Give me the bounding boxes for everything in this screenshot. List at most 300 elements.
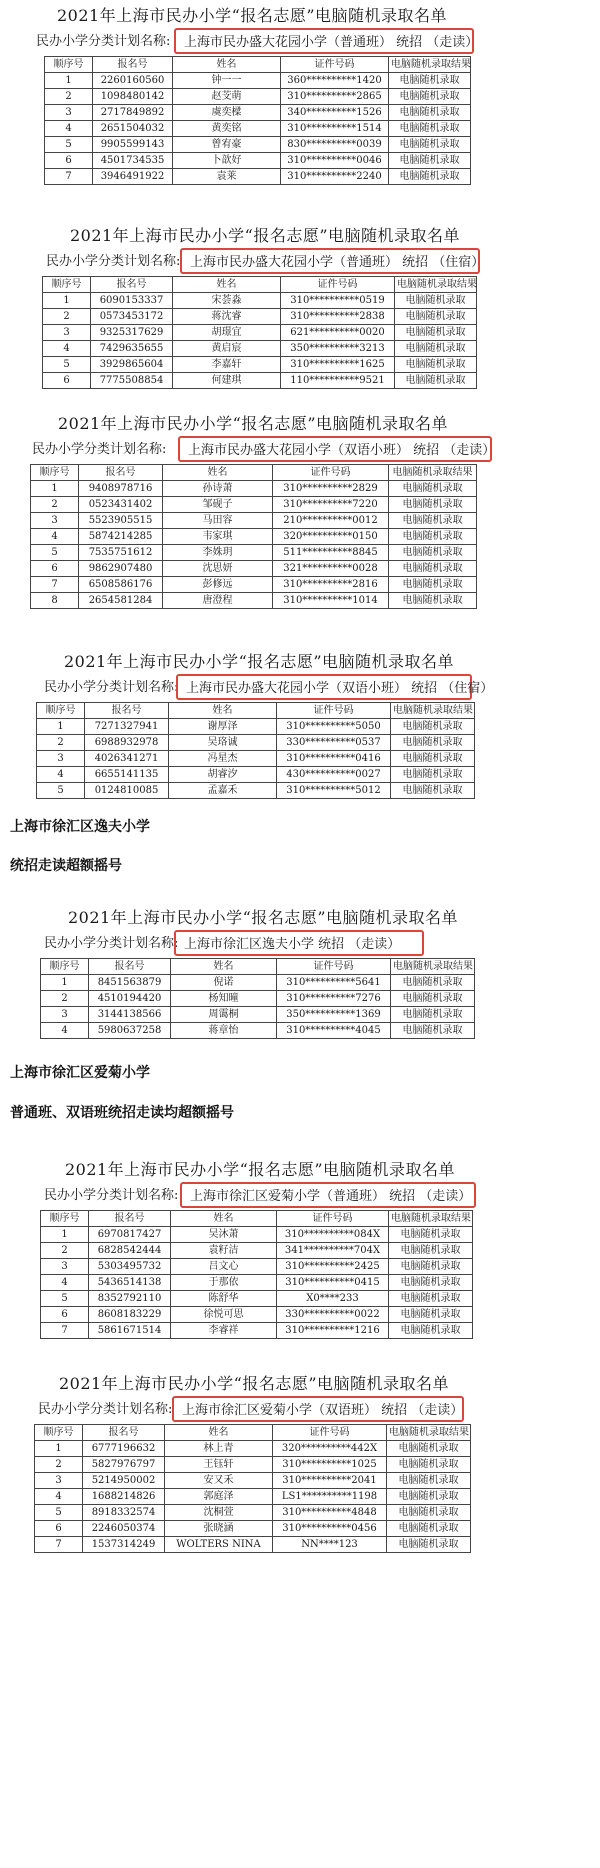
result-cell: 电脑随机录取 xyxy=(391,1007,475,1023)
table-row xyxy=(43,357,477,373)
name-cell: 郭庭泽 xyxy=(165,1489,273,1505)
id-number-cell: 310**********2041 xyxy=(273,1473,387,1489)
name-cell: 蒋沈睿 xyxy=(173,309,281,325)
seq-cell: 5 xyxy=(43,357,91,373)
seq-cell: 5 xyxy=(35,1505,83,1521)
seq-cell: 6 xyxy=(41,1307,89,1323)
result-cell: 电脑随机录取 xyxy=(387,1441,471,1457)
id-number-cell: 350**********3213 xyxy=(281,341,395,357)
seq-cell: 2 xyxy=(35,1457,83,1473)
table-viewport xyxy=(44,56,471,182)
column-header: 证件号码 xyxy=(277,703,391,719)
plan-row xyxy=(40,930,486,958)
table-row xyxy=(31,561,477,577)
id-number-cell: 310**********084X xyxy=(277,1227,389,1243)
seq-cell: 2 xyxy=(41,1243,89,1259)
reg-no-cell: 6988932978 xyxy=(85,735,169,751)
column-header: 证件号码 xyxy=(281,57,389,73)
reg-no-cell: 6508586176 xyxy=(79,577,163,593)
reg-no-cell: 0523431402 xyxy=(79,497,163,513)
name-cell: 陈舒华 xyxy=(171,1291,277,1307)
column-header: 姓名 xyxy=(169,703,277,719)
seq-cell: 1 xyxy=(35,1441,83,1457)
reg-no-cell: 3144138566 xyxy=(89,1007,171,1023)
id-number-cell: 320**********442X xyxy=(273,1441,387,1457)
table-body xyxy=(35,1441,471,1553)
id-number-cell: 321**********0028 xyxy=(273,561,389,577)
result-cell: 电脑随机录取 xyxy=(387,1473,471,1489)
plan-name-box: 上海市民办盛大花园小学（双语小班） 统招 （走读） xyxy=(178,436,492,462)
seq-cell: 5 xyxy=(31,545,79,561)
name-cell: 吕文心 xyxy=(171,1259,277,1275)
id-number-cell: 310**********2816 xyxy=(273,577,389,593)
seq-cell: 4 xyxy=(41,1023,89,1039)
table-row xyxy=(31,577,477,593)
table-viewport xyxy=(30,464,476,606)
column-header: 证件号码 xyxy=(277,1211,389,1227)
seq-cell: 5 xyxy=(37,783,85,799)
seq-cell: 2 xyxy=(37,735,85,751)
name-cell: 袁莱 xyxy=(173,169,281,185)
result-cell: 电脑随机录取 xyxy=(387,1505,471,1521)
table-row xyxy=(41,975,475,991)
id-number-cell: 830**********0039 xyxy=(281,137,389,153)
id-number-cell: 310**********0416 xyxy=(277,751,391,767)
reg-no-cell: 7535751612 xyxy=(79,545,163,561)
admission-table xyxy=(40,958,475,1039)
id-number-cell: 310**********0456 xyxy=(273,1521,387,1537)
reg-no-cell: 1098480142 xyxy=(93,89,173,105)
table-row xyxy=(45,137,471,153)
school-heading: 上海市徐汇区爱菊小学 xyxy=(10,1065,150,1081)
admission-list-block xyxy=(34,4,479,182)
id-number-cell: X0****233 xyxy=(277,1291,389,1307)
id-number-cell: 330**********0537 xyxy=(277,735,391,751)
id-number-cell: 310**********1625 xyxy=(281,357,395,373)
column-header: 姓名 xyxy=(171,1211,277,1227)
table-row xyxy=(41,1227,473,1243)
table-row xyxy=(43,325,477,341)
result-cell: 电脑随机录取 xyxy=(389,1259,473,1275)
plan-name-box: 上海市民办盛大花园小学（普通班） 统招 （走读） xyxy=(174,28,474,54)
table-row xyxy=(37,767,475,783)
table-header-row xyxy=(37,703,475,719)
seq-cell: 3 xyxy=(41,1007,89,1023)
table-row xyxy=(35,1505,471,1521)
id-number-cell: 621**********0020 xyxy=(281,325,395,341)
plan-name-box: 上海市民办盛大花园小学（双语小班） 统招 （住宿） xyxy=(176,674,472,700)
reg-no-cell: 8352792110 xyxy=(89,1291,171,1307)
name-cell: 于那依 xyxy=(171,1275,277,1291)
reg-no-cell: 7775508854 xyxy=(91,373,173,389)
table-row xyxy=(31,545,477,561)
table-row xyxy=(37,719,475,735)
reg-no-cell: 2246050374 xyxy=(83,1521,165,1537)
table-body xyxy=(31,481,477,609)
plan-label: 民办小学分类计划名称: xyxy=(44,1188,179,1203)
result-cell: 电脑随机录取 xyxy=(395,357,477,373)
table-header-row xyxy=(35,1425,471,1441)
name-cell: 黄启宸 xyxy=(173,341,281,357)
seq-cell: 4 xyxy=(31,529,79,545)
column-header: 报名号 xyxy=(91,277,173,293)
reg-no-cell: 9905599143 xyxy=(93,137,173,153)
column-header: 顺序号 xyxy=(31,465,79,481)
reg-no-cell: 7271327941 xyxy=(85,719,169,735)
name-cell: 赵芠萌 xyxy=(173,89,281,105)
name-cell: 蒋章怡 xyxy=(171,1023,277,1039)
table-row xyxy=(41,1307,473,1323)
column-header: 顺序号 xyxy=(43,277,91,293)
name-cell: 胡睿汐 xyxy=(169,767,277,783)
id-number-cell: 320**********0150 xyxy=(273,529,389,545)
plan-label: 民办小学分类计划名称: xyxy=(44,680,179,695)
column-header: 顺序号 xyxy=(37,703,85,719)
table-row xyxy=(35,1457,471,1473)
result-cell: 电脑随机录取 xyxy=(391,735,475,751)
name-cell: 周霭桐 xyxy=(171,1007,277,1023)
seq-cell: 5 xyxy=(41,1291,89,1307)
column-header: 证件号码 xyxy=(281,277,395,293)
name-cell: 谢厚泽 xyxy=(169,719,277,735)
table-row xyxy=(41,1259,473,1275)
plan-row xyxy=(34,28,479,56)
name-cell: 胡璟宜 xyxy=(173,325,281,341)
id-number-cell: 341**********704X xyxy=(277,1243,389,1259)
id-number-cell: 310**********1216 xyxy=(277,1323,389,1339)
admission-list-block xyxy=(42,224,488,386)
seq-cell: 7 xyxy=(31,577,79,593)
reg-no-cell: 3946491922 xyxy=(93,169,173,185)
table-row xyxy=(35,1489,471,1505)
name-cell: 马田容 xyxy=(163,513,273,529)
seq-cell: 3 xyxy=(41,1259,89,1275)
table-body xyxy=(45,73,471,185)
id-number-cell: 310**********5012 xyxy=(277,783,391,799)
name-cell: 王钰轩 xyxy=(165,1457,273,1473)
name-cell: 李姝玥 xyxy=(163,545,273,561)
table-row xyxy=(45,89,471,105)
name-cell: 唐澄程 xyxy=(163,593,273,609)
plan-label: 民办小学分类计划名称: xyxy=(44,936,179,951)
name-cell: 沈思妍 xyxy=(163,561,273,577)
id-number-cell: 310**********4848 xyxy=(273,1505,387,1521)
id-number-cell: 310**********2829 xyxy=(273,481,389,497)
name-cell: 宋荟淼 xyxy=(173,293,281,309)
column-header: 顺序号 xyxy=(45,57,93,73)
plan-name-box: 上海市徐汇区爱菊小学（双语班） 统招 （走读） xyxy=(172,1396,464,1422)
result-cell: 电脑随机录取 xyxy=(389,1307,473,1323)
table-header-row xyxy=(45,57,471,73)
seq-cell: 6 xyxy=(35,1521,83,1537)
reg-no-cell: 5827976797 xyxy=(83,1457,165,1473)
reg-no-cell: 5214950002 xyxy=(83,1473,165,1489)
reg-no-cell: 5980637258 xyxy=(89,1023,171,1039)
seq-cell: 3 xyxy=(31,513,79,529)
name-cell: 冯星杰 xyxy=(169,751,277,767)
seq-cell: 3 xyxy=(43,325,91,341)
table-row xyxy=(43,373,477,389)
reg-no-cell: 5861671514 xyxy=(89,1323,171,1339)
table-viewport xyxy=(40,1210,480,1336)
name-cell: WOLTERS NINA xyxy=(165,1537,273,1553)
reg-no-cell: 2717849892 xyxy=(93,105,173,121)
plan-label: 民办小学分类计划名称: xyxy=(36,34,171,49)
reg-no-cell: 6970817427 xyxy=(89,1227,171,1243)
result-cell: 电脑随机录取 xyxy=(391,975,475,991)
table-row xyxy=(45,105,471,121)
seq-cell: 4 xyxy=(43,341,91,357)
id-number-cell: 310**********1025 xyxy=(273,1457,387,1473)
reg-no-cell: 1688214826 xyxy=(83,1489,165,1505)
table-body xyxy=(41,1227,473,1339)
seq-cell: 4 xyxy=(37,767,85,783)
reg-no-cell: 6777196632 xyxy=(83,1441,165,1457)
result-cell: 电脑随机录取 xyxy=(391,767,475,783)
id-number-cell: 330**********0022 xyxy=(277,1307,389,1323)
plan-row xyxy=(34,1396,474,1424)
table-viewport xyxy=(42,276,488,386)
reg-no-cell: 5436514138 xyxy=(89,1275,171,1291)
id-number-cell: 340**********1526 xyxy=(281,105,389,121)
seq-cell: 1 xyxy=(45,73,93,89)
table-row xyxy=(31,497,477,513)
reg-no-cell: 4501734535 xyxy=(93,153,173,169)
admission-table xyxy=(30,464,477,609)
admission-table xyxy=(44,56,471,185)
result-cell: 电脑随机录取 xyxy=(389,1323,473,1339)
enrollment-note: 普通班、双语班统招走读均超额摇号 xyxy=(10,1105,234,1121)
name-cell: 韦家琪 xyxy=(163,529,273,545)
table-row xyxy=(37,751,475,767)
result-cell: 电脑随机录取 xyxy=(391,751,475,767)
id-number-cell: 310**********7220 xyxy=(273,497,389,513)
name-cell: 孟嘉禾 xyxy=(169,783,277,799)
list-title: 2021年上海市民办小学“报名志愿”电脑随机录取名单 xyxy=(63,652,455,671)
admission-list-block xyxy=(30,412,496,606)
id-number-cell: 310**********2425 xyxy=(277,1259,389,1275)
seq-cell: 7 xyxy=(45,169,93,185)
plan-row xyxy=(40,1182,480,1210)
seq-cell: 1 xyxy=(31,481,79,497)
plan-row xyxy=(36,674,494,702)
table-row xyxy=(41,1323,473,1339)
table-row xyxy=(35,1441,471,1457)
column-header: 电脑随机录取结果 xyxy=(395,277,477,293)
seq-cell: 4 xyxy=(35,1489,83,1505)
school-heading: 上海市徐汇区逸夫小学 xyxy=(10,819,150,835)
table-row xyxy=(35,1521,471,1537)
name-cell: 钟一一 xyxy=(173,73,281,89)
list-title: 2021年上海市民办小学“报名志愿”电脑随机录取名单 xyxy=(56,6,448,25)
table-row xyxy=(43,341,477,357)
admission-list-block xyxy=(40,906,486,1036)
table-viewport xyxy=(34,1424,474,1550)
table-header-row xyxy=(31,465,477,481)
id-number-cell: 310**********2865 xyxy=(281,89,389,105)
result-cell: 电脑随机录取 xyxy=(387,1521,471,1537)
id-number-cell: 360**********1420 xyxy=(281,73,389,89)
table-viewport xyxy=(40,958,486,1036)
column-header: 报名号 xyxy=(93,57,173,73)
result-cell: 电脑随机录取 xyxy=(389,1275,473,1291)
seq-cell: 3 xyxy=(37,751,85,767)
result-cell: 电脑随机录取 xyxy=(387,1537,471,1553)
table-row xyxy=(45,169,471,185)
column-header: 顺序号 xyxy=(41,959,89,975)
table-row xyxy=(45,121,471,137)
plan-label: 民办小学分类计划名称: xyxy=(38,1402,173,1417)
table-row xyxy=(35,1537,471,1553)
column-header: 姓名 xyxy=(165,1425,273,1441)
seq-cell: 7 xyxy=(41,1323,89,1339)
reg-no-cell: 7429635655 xyxy=(91,341,173,357)
reg-no-cell: 4510194420 xyxy=(89,991,171,1007)
seq-cell: 4 xyxy=(45,121,93,137)
table-header-row xyxy=(43,277,477,293)
name-cell: 倪诺 xyxy=(171,975,277,991)
column-header: 顺序号 xyxy=(35,1425,83,1441)
name-cell: 李嘉轩 xyxy=(173,357,281,373)
table-row xyxy=(31,513,477,529)
result-cell: 电脑随机录取 xyxy=(389,105,471,121)
admission-list-block xyxy=(40,1158,480,1336)
column-header: 报名号 xyxy=(89,1211,171,1227)
seq-cell: 2 xyxy=(43,309,91,325)
id-number-cell: 310**********2838 xyxy=(281,309,395,325)
table-row xyxy=(41,1007,475,1023)
result-cell: 电脑随机录取 xyxy=(389,529,477,545)
reg-no-cell: 2654581284 xyxy=(79,593,163,609)
list-title: 2021年上海市民办小学“报名志愿”电脑随机录取名单 xyxy=(64,1160,456,1179)
reg-no-cell: 8451563879 xyxy=(89,975,171,991)
id-number-cell: 310**********4045 xyxy=(277,1023,391,1039)
reg-no-cell: 5523905515 xyxy=(79,513,163,529)
result-cell: 电脑随机录取 xyxy=(391,991,475,1007)
column-header: 电脑随机录取结果 xyxy=(389,57,471,73)
result-cell: 电脑随机录取 xyxy=(389,73,471,89)
table-row xyxy=(41,1243,473,1259)
plan-row xyxy=(42,248,488,276)
column-header: 电脑随机录取结果 xyxy=(391,703,475,719)
table-row xyxy=(31,529,477,545)
id-number-cell: 511**********8845 xyxy=(273,545,389,561)
column-header: 证件号码 xyxy=(277,959,391,975)
table-row xyxy=(45,153,471,169)
column-header: 姓名 xyxy=(173,57,281,73)
plan-label: 民办小学分类计划名称: xyxy=(32,442,167,457)
result-cell: 电脑随机录取 xyxy=(389,1291,473,1307)
result-cell: 电脑随机录取 xyxy=(389,577,477,593)
column-header: 顺序号 xyxy=(41,1211,89,1227)
list-title: 2021年上海市民办小学“报名志愿”电脑随机录取名单 xyxy=(67,908,459,927)
name-cell: 虞奕樑 xyxy=(173,105,281,121)
name-cell: 沈桐萱 xyxy=(165,1505,273,1521)
reg-no-cell: 5874214285 xyxy=(79,529,163,545)
id-number-cell: 310**********1014 xyxy=(273,593,389,609)
column-header: 姓名 xyxy=(171,959,277,975)
name-cell: 杨知曈 xyxy=(171,991,277,1007)
column-header: 姓名 xyxy=(163,465,273,481)
name-cell: 吴珞诚 xyxy=(169,735,277,751)
table-header-row xyxy=(41,1211,473,1227)
reg-no-cell: 6828542444 xyxy=(89,1243,171,1259)
seq-cell: 6 xyxy=(45,153,93,169)
column-header: 电脑随机录取结果 xyxy=(389,465,477,481)
admission-table xyxy=(36,702,475,799)
seq-cell: 2 xyxy=(31,497,79,513)
seq-cell: 1 xyxy=(41,975,89,991)
column-header: 电脑随机录取结果 xyxy=(387,1425,471,1441)
seq-cell: 1 xyxy=(41,1227,89,1243)
reg-no-cell: 0124810085 xyxy=(85,783,169,799)
result-cell: 电脑随机录取 xyxy=(389,481,477,497)
admission-table xyxy=(40,1210,473,1339)
reg-no-cell: 9325317629 xyxy=(91,325,173,341)
name-cell: 黄奕铭 xyxy=(173,121,281,137)
table-body xyxy=(37,719,475,799)
result-cell: 电脑随机录取 xyxy=(391,783,475,799)
seq-cell: 6 xyxy=(43,373,91,389)
reg-no-cell: 4026341271 xyxy=(85,751,169,767)
id-number-cell: 310**********5050 xyxy=(277,719,391,735)
id-number-cell: 110**********9521 xyxy=(281,373,395,389)
result-cell: 电脑随机录取 xyxy=(389,121,471,137)
list-title: 2021年上海市民办小学“报名志愿”电脑随机录取名单 xyxy=(58,1374,450,1393)
name-cell: 林上青 xyxy=(165,1441,273,1457)
table-row xyxy=(43,293,477,309)
reg-no-cell: 8918332574 xyxy=(83,1505,165,1521)
table-row xyxy=(31,593,477,609)
result-cell: 电脑随机录取 xyxy=(395,373,477,389)
seq-cell: 2 xyxy=(41,991,89,1007)
table-header-row xyxy=(41,959,475,975)
result-cell: 电脑随机录取 xyxy=(387,1489,471,1505)
column-header: 报名号 xyxy=(89,959,171,975)
name-cell: 徐悦可思 xyxy=(171,1307,277,1323)
reg-no-cell: 1537314249 xyxy=(83,1537,165,1553)
id-number-cell: 310**********5641 xyxy=(277,975,391,991)
column-header: 姓名 xyxy=(173,277,281,293)
table-row xyxy=(41,991,475,1007)
seq-cell: 1 xyxy=(43,293,91,309)
list-title: 2021年上海市民办小学“报名志愿”电脑随机录取名单 xyxy=(57,414,449,433)
result-cell: 电脑随机录取 xyxy=(389,593,477,609)
name-cell: 卜歆好 xyxy=(173,153,281,169)
column-header: 报名号 xyxy=(85,703,169,719)
name-cell: 袁籽洁 xyxy=(171,1243,277,1259)
seq-cell: 3 xyxy=(45,105,93,121)
id-number-cell: NN****123 xyxy=(273,1537,387,1553)
result-cell: 电脑随机录取 xyxy=(389,1243,473,1259)
result-cell: 电脑随机录取 xyxy=(389,1227,473,1243)
name-cell: 何建琪 xyxy=(173,373,281,389)
result-cell: 电脑随机录取 xyxy=(389,497,477,513)
reg-no-cell: 2260160560 xyxy=(93,73,173,89)
column-header: 报名号 xyxy=(83,1425,165,1441)
result-cell: 电脑随机录取 xyxy=(389,153,471,169)
reg-no-cell: 9862907480 xyxy=(79,561,163,577)
result-cell: 电脑随机录取 xyxy=(395,341,477,357)
name-cell: 彭修远 xyxy=(163,577,273,593)
result-cell: 电脑随机录取 xyxy=(391,1023,475,1039)
seq-cell: 4 xyxy=(41,1275,89,1291)
seq-cell: 2 xyxy=(45,89,93,105)
id-number-cell: 310**********7276 xyxy=(277,991,391,1007)
reg-no-cell: 3929865604 xyxy=(91,357,173,373)
plan-name-box: 上海市民办盛大花园小学（普通班） 统招 （住宿） xyxy=(180,248,480,274)
plan-name-box: 上海市徐汇区逸夫小学 统招 （走读） xyxy=(174,930,424,956)
